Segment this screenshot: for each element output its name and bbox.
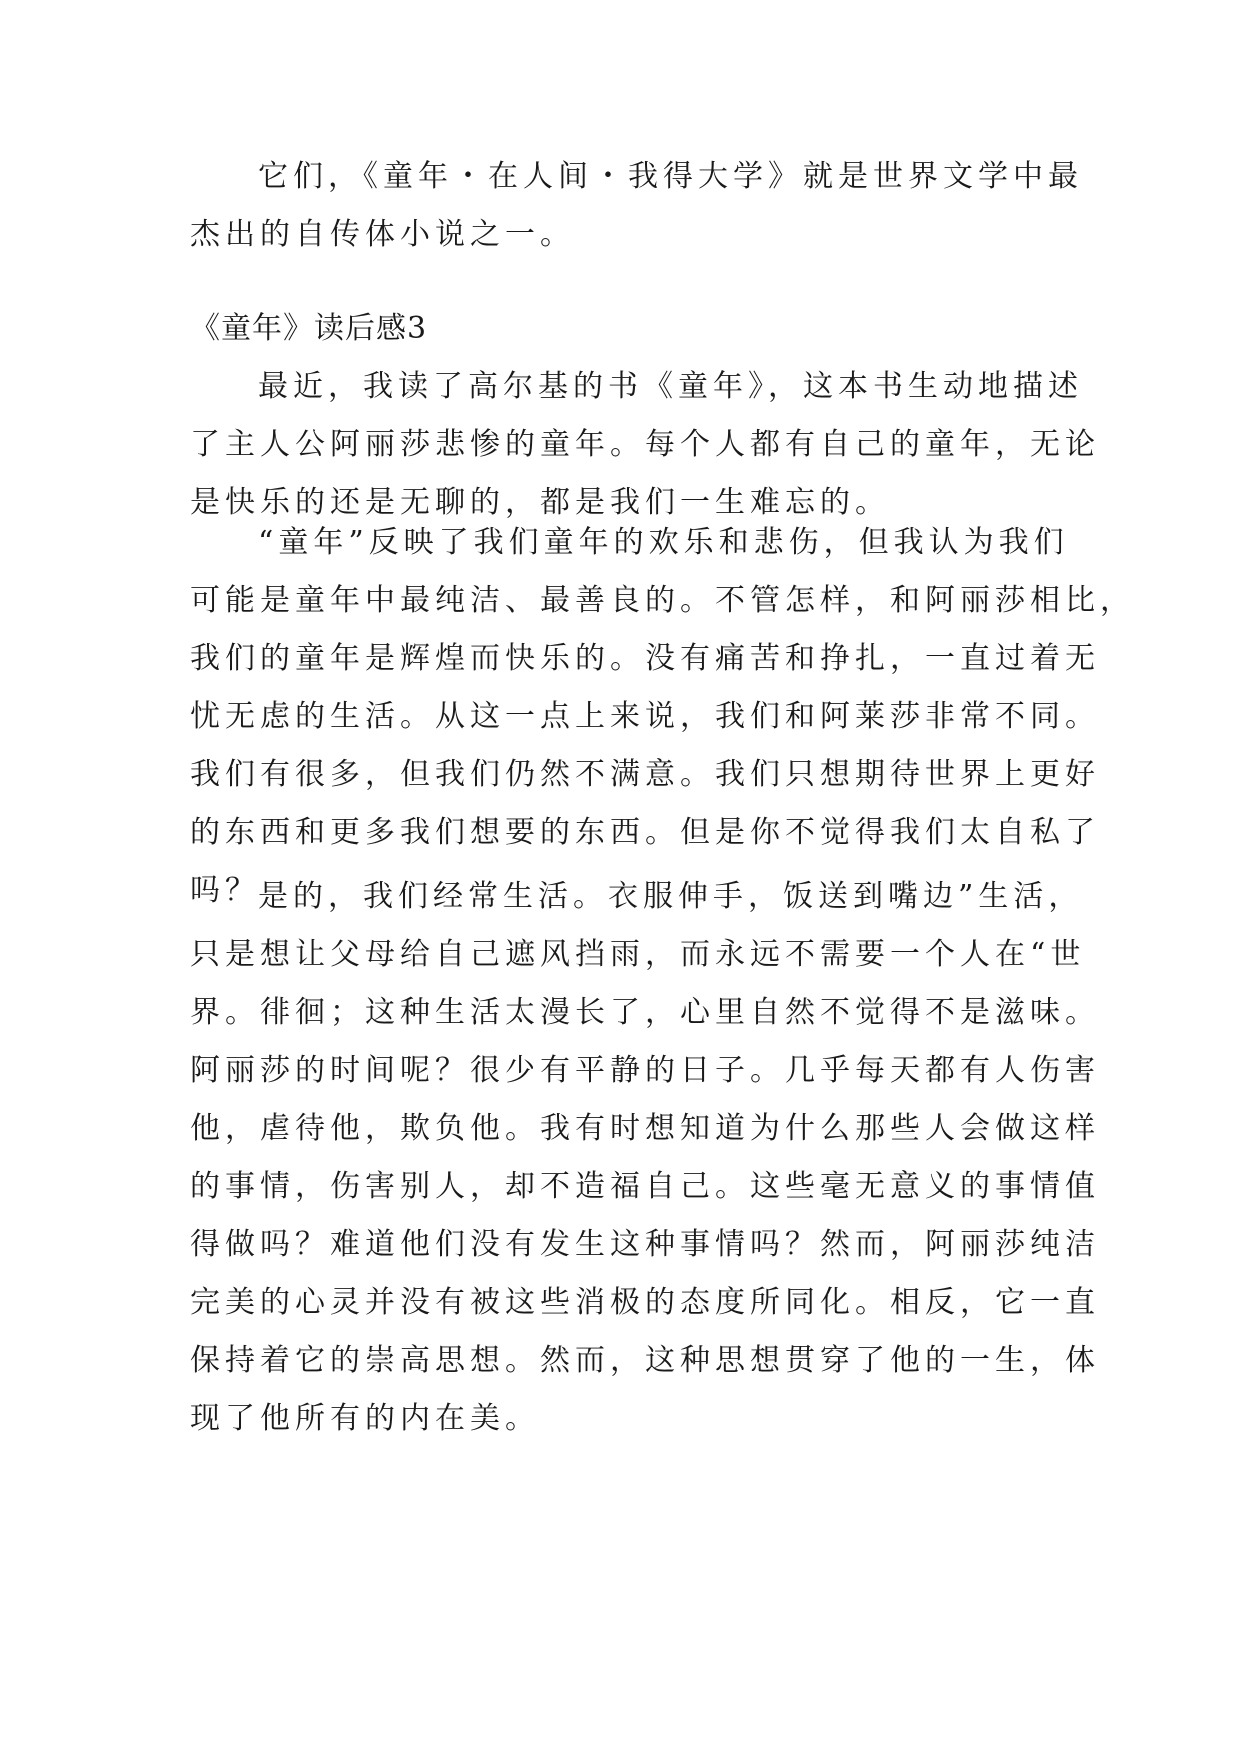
section-heading: 《童年》读后感3 xyxy=(190,311,428,346)
text-line: 是快乐的还是无聊的，都是我们一生难忘的。 xyxy=(190,485,890,520)
text-line: 的事情，伤害别人，却不造福自己。这些毫无意义的事情值 xyxy=(190,1169,1100,1204)
text-line: 阿丽莎的时间呢？很少有平静的日子。几乎每天都有人伤害 xyxy=(190,1053,1100,1088)
text-line: 杰出的自传体小说之一。 xyxy=(190,217,575,252)
text-line: 是的，我们经常生活。衣服伸手，饭送到嘴边”生活， xyxy=(258,879,1084,914)
text-line: 忧无虑的生活。从这一点上来说，我们和阿莱莎非常不同。 xyxy=(190,699,1100,734)
text-line: 我们的童年是辉煌而快乐的。没有痛苦和挣扎，一直过着无 xyxy=(190,641,1100,676)
text-line: 最近，我读了高尔基的书《童年》，这本书生动地描述 xyxy=(258,369,1083,404)
text-line: 了主人公阿丽莎悲惨的童年。每个人都有自己的童年，无论 xyxy=(190,427,1100,462)
text-line: 界。徘徊；这种生活太漫长了，心里自然不觉得不是滋味。 xyxy=(190,995,1100,1030)
text-line: 我们有很多，但我们仍然不满意。我们只想期待世界上更好 xyxy=(190,757,1100,792)
text-line: 得做吗？难道他们没有发生这种事情吗？然而，阿丽莎纯洁 xyxy=(190,1227,1100,1262)
text-line: 保持着它的崇高思想。然而，这种思想贯穿了他的一生，体 xyxy=(190,1343,1100,1378)
text-line: “童年”反映了我们童年的欢乐和悲伤，但我认为我们 xyxy=(258,525,1069,560)
section-heading-block xyxy=(190,300,1070,358)
intro-paragraph xyxy=(190,148,1083,264)
paragraph-1 xyxy=(190,358,1100,532)
text-line: 可能是童年中最纯洁、最善良的。不管怎样，和阿丽莎相比， xyxy=(190,583,1135,618)
text-line: 吗？ xyxy=(190,873,260,908)
text-line: 他，虐待他，欺负他。我有时想知道为什么那些人会做这样 xyxy=(190,1111,1100,1146)
text-line: 完美的心灵并没有被这些消极的态度所同化。相反，它一直 xyxy=(190,1285,1100,1320)
text-line: 只是想让父母给自己遮风挡雨，而永远不需要一个人在“世 xyxy=(190,937,1086,972)
paragraph-2 xyxy=(190,514,1135,920)
text-line: 它们，《童年・在人间・我得大学》就是世界文学中最 xyxy=(258,159,1083,194)
text-line: 的东西和更多我们想要的东西。但是你不觉得我们太自私了 xyxy=(190,815,1100,850)
paragraph-3 xyxy=(190,868,1100,1448)
text-line: 现了他所有的内在美。 xyxy=(190,1401,540,1436)
